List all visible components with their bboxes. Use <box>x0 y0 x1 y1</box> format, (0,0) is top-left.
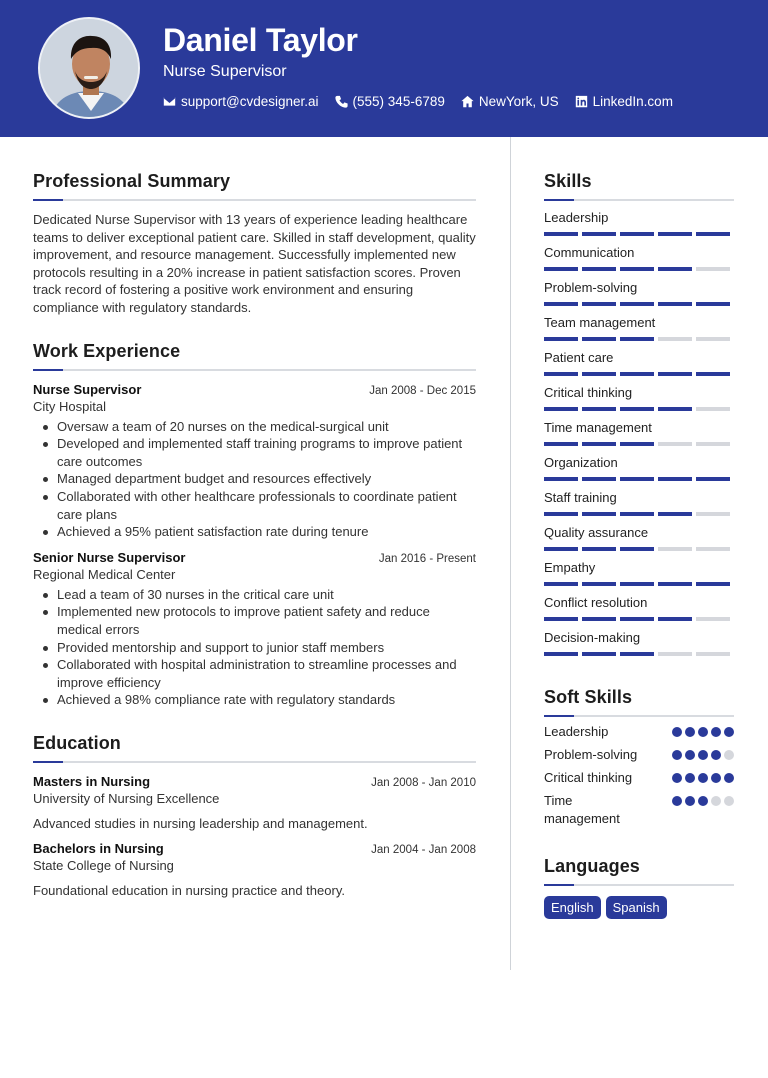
skill-name: Empathy <box>544 560 596 575</box>
bullet-item: Managed department budget and resources effectively <box>33 470 476 488</box>
job-title: Nurse Supervisor <box>33 381 142 397</box>
soft-skill-name: Problem-solving <box>544 747 638 762</box>
skill-level-segment <box>544 407 578 411</box>
section-divider <box>544 884 734 886</box>
education-section <box>33 733 476 898</box>
skills-section <box>544 171 734 656</box>
skill-name: Conflict resolution <box>544 595 648 610</box>
job-title: Senior Nurse Supervisor <box>33 549 186 565</box>
sidebar-column <box>544 171 734 919</box>
languages-list <box>544 896 734 919</box>
profile-photo <box>38 17 140 119</box>
soft-skill-item <box>544 769 734 787</box>
skill-level-segment <box>620 302 654 306</box>
skill-level-segment <box>658 372 692 376</box>
skill-level-segment <box>544 442 578 446</box>
education-date: Jan 2004 - Jan 2008 <box>371 843 476 856</box>
skill-level-segment <box>582 582 616 586</box>
skill-level-bar <box>544 477 734 481</box>
skill-level-bar <box>544 407 734 411</box>
rating-dot <box>724 773 734 783</box>
skill-level-segment <box>544 337 578 341</box>
skill-name: Organization <box>544 455 618 470</box>
soft-skill-name: Leadership <box>544 724 609 739</box>
skill-level-segment <box>696 582 730 586</box>
bullet-item: Developed and implemented staff training programs to improve patient care outcomes <box>33 435 476 470</box>
skill-level-bar <box>544 232 734 236</box>
skill-level-segment <box>696 547 730 551</box>
education-description: Advanced studies in nursing leadership and management. <box>33 815 368 831</box>
skill-level-segment <box>582 652 616 656</box>
skill-item <box>544 490 734 516</box>
linkedin-icon <box>575 95 588 108</box>
rating-dot <box>711 750 721 760</box>
bullet-item: Provided mentorship and support to junior staff members <box>33 639 476 657</box>
job-date: Jan 2008 - Dec 2015 <box>369 384 476 397</box>
home-icon <box>461 95 474 108</box>
skill-level-segment <box>696 477 730 481</box>
column-divider <box>510 137 511 970</box>
skill-level-segment <box>658 512 692 516</box>
skill-level-bar <box>544 442 734 446</box>
envelope-icon <box>163 95 176 108</box>
education-description: Foundational education in nursing practice and theory. <box>33 882 345 898</box>
phone-icon <box>335 95 348 108</box>
soft-skill-rating <box>672 727 734 737</box>
job-organization: Regional Medical Center <box>33 566 176 582</box>
skill-level-segment <box>582 232 616 236</box>
soft-skill-rating <box>672 773 734 783</box>
skill-level-segment <box>544 512 578 516</box>
bullet-item: Oversaw a team of 20 nurses on the medical-surgical unit <box>33 418 476 436</box>
rating-dot <box>698 750 708 760</box>
skill-level-segment <box>696 337 730 341</box>
degree-title: Masters in Nursing <box>33 773 151 789</box>
bullet-item: Lead a team of 30 nurses in the critical care unit <box>33 586 476 604</box>
skill-level-segment <box>696 442 730 446</box>
skill-level-segment <box>658 547 692 551</box>
soft-skills-list <box>544 723 734 828</box>
rating-dot <box>685 796 695 806</box>
contact-linkedin[interactable] <box>575 94 673 109</box>
contact-location <box>461 94 559 109</box>
skill-name: Staff training <box>544 490 617 505</box>
skill-level-segment <box>620 442 654 446</box>
section-divider <box>33 199 476 201</box>
skill-level-segment <box>696 652 730 656</box>
bullet-item: Achieved a 95% patient satisfaction rate during tenure <box>33 523 476 541</box>
soft-skill-item <box>544 792 734 828</box>
skill-level-segment <box>658 337 692 341</box>
skill-level-segment <box>544 477 578 481</box>
section-heading: Soft Skills <box>544 687 633 707</box>
skill-name: Critical thinking <box>544 385 633 400</box>
soft-skills-section <box>544 687 734 828</box>
job-organization: City Hospital <box>33 398 106 414</box>
skill-item <box>544 245 734 271</box>
skill-level-segment <box>620 617 654 621</box>
rating-dot <box>711 796 721 806</box>
skill-level-segment <box>582 407 616 411</box>
school-name: University of Nursing Excellence <box>33 790 220 806</box>
section-divider <box>544 715 734 717</box>
skill-name: Leadership <box>544 210 609 225</box>
section-divider <box>544 199 734 201</box>
skill-level-segment <box>582 442 616 446</box>
skill-level-segment <box>620 512 654 516</box>
bullet-item: Collaborated with hospital administration to streamline processes and improve efficiency <box>33 656 476 691</box>
summary-text: Dedicated Nurse Supervisor with 13 years of experience leading healthcare teams to deliver exceptional patient care. Skilled in staff development, quality improvement, and resource management. Successfully implemented new protocols resulting in a 20% increase in patient satisfaction scores. Proven track record of fostering a positive work environment and ensuring compliance with regulatory standards. <box>33 212 476 315</box>
resume-header <box>0 0 768 137</box>
skill-level-segment <box>582 477 616 481</box>
skill-level-segment <box>620 267 654 271</box>
rating-dot <box>685 773 695 783</box>
languages-section <box>544 856 734 919</box>
bullet-item: Collaborated with other healthcare professionals to coordinate patient care plans <box>33 488 476 523</box>
rating-dot <box>698 727 708 737</box>
rating-dot <box>685 750 695 760</box>
skill-level-segment <box>696 302 730 306</box>
skill-level-segment <box>658 302 692 306</box>
soft-skill-rating <box>672 796 734 806</box>
skill-level-segment <box>696 407 730 411</box>
job-date: Jan 2016 - Present <box>378 552 476 565</box>
skill-level-segment <box>658 442 692 446</box>
contact-phone-text: (555) 345-6789 <box>352 94 445 109</box>
bullet-item: Achieved a 98% compliance rate with regulatory standards <box>33 691 476 709</box>
skill-level-segment <box>658 617 692 621</box>
rating-dot <box>724 796 734 806</box>
skills-list <box>544 210 734 656</box>
skill-level-bar <box>544 302 734 306</box>
skill-level-segment <box>544 267 578 271</box>
rating-dot <box>698 773 708 783</box>
skill-level-bar <box>544 337 734 341</box>
rating-dot <box>724 727 734 737</box>
contact-location-text: NewYork, US <box>478 94 559 109</box>
skill-level-segment <box>582 302 616 306</box>
skill-level-segment <box>582 617 616 621</box>
skill-level-segment <box>696 372 730 376</box>
skill-item <box>544 280 734 306</box>
soft-skill-rating <box>672 750 734 760</box>
skill-name: Problem-solving <box>544 280 638 295</box>
skill-level-bar <box>544 582 734 586</box>
section-heading: Professional Summary <box>33 171 231 191</box>
skill-item <box>544 315 734 341</box>
main-column <box>33 171 476 898</box>
job-bullets <box>33 586 476 709</box>
language-tag: English <box>544 896 601 919</box>
skill-level-segment <box>620 407 654 411</box>
skill-level-segment <box>544 652 578 656</box>
rating-dot <box>685 727 695 737</box>
candidate-name: Daniel Taylor <box>163 22 358 58</box>
candidate-title: Nurse Supervisor <box>163 63 287 80</box>
skill-item <box>544 210 734 236</box>
rating-dot <box>672 773 682 783</box>
contact-email-text: support@cvdesigner.ai <box>181 94 319 109</box>
skill-level-segment <box>620 337 654 341</box>
soft-skill-item <box>544 746 734 764</box>
rating-dot <box>672 796 682 806</box>
rating-dot <box>711 727 721 737</box>
education-entry <box>33 841 476 898</box>
skill-level-segment <box>544 232 578 236</box>
skill-name: Time management <box>544 420 652 435</box>
experience-section <box>33 341 476 709</box>
skill-level-segment <box>696 617 730 621</box>
skill-level-segment <box>620 582 654 586</box>
soft-skill-name: Critical thinking <box>544 770 633 785</box>
skill-item <box>544 455 734 481</box>
degree-title: Bachelors in Nursing <box>33 840 164 856</box>
soft-skill-item <box>544 723 734 741</box>
rating-dot <box>672 727 682 737</box>
skill-level-segment <box>582 372 616 376</box>
skill-name: Decision-making <box>544 630 641 645</box>
skill-level-segment <box>582 337 616 341</box>
person-photo-icon <box>40 19 140 119</box>
summary-section <box>33 171 476 317</box>
contact-linkedin-text: LinkedIn.com <box>592 94 673 109</box>
skill-level-segment <box>620 547 654 551</box>
skill-level-segment <box>658 232 692 236</box>
education-date: Jan 2008 - Jan 2010 <box>371 776 476 789</box>
skill-item <box>544 525 734 551</box>
section-heading: Work Experience <box>33 340 181 361</box>
skill-level-segment <box>658 267 692 271</box>
skill-item <box>544 560 734 586</box>
skill-level-segment <box>582 267 616 271</box>
skill-item <box>544 420 734 446</box>
job-entry <box>33 550 476 709</box>
section-heading: Languages <box>544 856 640 876</box>
skill-item <box>544 630 734 656</box>
section-divider <box>33 369 476 371</box>
skill-level-segment <box>658 652 692 656</box>
skill-level-segment <box>696 267 730 271</box>
skill-level-bar <box>544 512 734 516</box>
rating-dot <box>698 796 708 806</box>
education-entry <box>33 774 476 831</box>
skill-item <box>544 595 734 621</box>
skill-item <box>544 350 734 376</box>
skill-level-segment <box>696 232 730 236</box>
skill-item <box>544 385 734 411</box>
skill-level-bar <box>544 267 734 271</box>
soft-skill-name: Time management <box>544 793 620 826</box>
skill-level-segment <box>658 582 692 586</box>
contact-list <box>163 94 673 109</box>
skill-level-bar <box>544 372 734 376</box>
skill-level-segment <box>658 477 692 481</box>
section-divider <box>33 761 476 763</box>
skill-level-bar <box>544 547 734 551</box>
bullet-item: Implemented new protocols to improve patient safety and reduce medical errors <box>33 603 476 638</box>
skill-name: Team management <box>544 315 656 330</box>
rating-dot <box>672 750 682 760</box>
skill-level-segment <box>544 302 578 306</box>
skill-level-segment <box>620 232 654 236</box>
skill-level-segment <box>620 652 654 656</box>
job-entry <box>33 382 476 541</box>
contact-email[interactable] <box>163 94 319 109</box>
skill-level-segment <box>544 617 578 621</box>
school-name: State College of Nursing <box>33 857 174 873</box>
skill-level-segment <box>620 372 654 376</box>
skill-level-segment <box>544 582 578 586</box>
skill-level-bar <box>544 617 734 621</box>
contact-phone[interactable] <box>335 94 445 109</box>
rating-dot <box>711 773 721 783</box>
skill-name: Patient care <box>544 350 614 365</box>
skill-name: Communication <box>544 245 635 260</box>
skill-level-segment <box>582 512 616 516</box>
skill-level-segment <box>620 477 654 481</box>
skill-level-segment <box>696 512 730 516</box>
language-tag: Spanish <box>606 896 667 919</box>
rating-dot <box>724 750 734 760</box>
skill-level-segment <box>582 547 616 551</box>
skill-name: Quality assurance <box>544 525 649 540</box>
skill-level-segment <box>544 547 578 551</box>
section-heading: Education <box>33 732 121 753</box>
skill-level-segment <box>658 407 692 411</box>
skill-level-bar <box>544 652 734 656</box>
section-heading: Skills <box>544 171 592 191</box>
job-bullets <box>33 418 476 541</box>
skill-level-segment <box>544 372 578 376</box>
